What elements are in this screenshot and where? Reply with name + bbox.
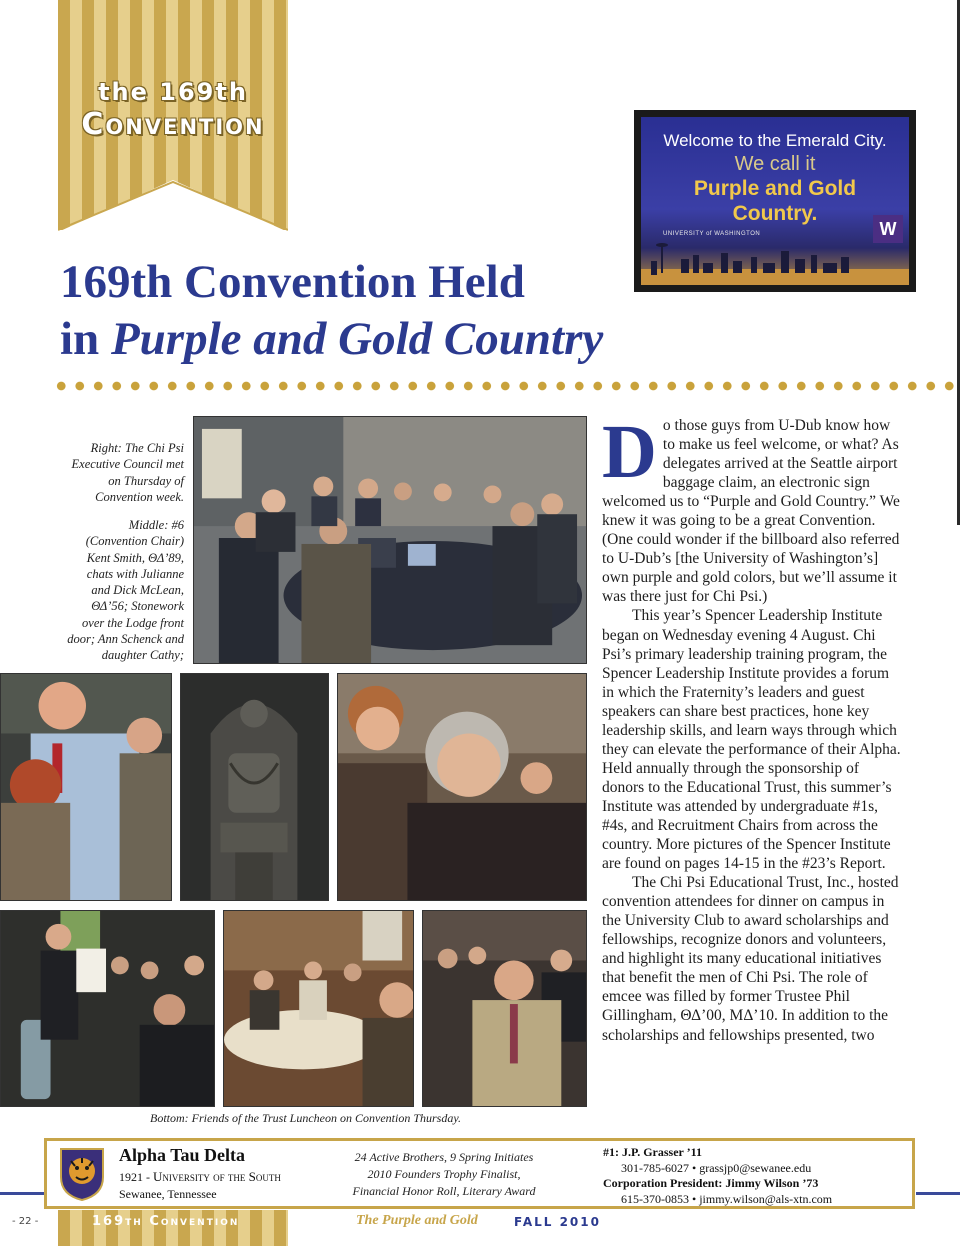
luncheon-photo-2 (223, 910, 414, 1107)
luncheon-photo-3 (422, 910, 587, 1107)
caption-middle: Middle: #6 (Convention Chair) Kent Smith, ΘΔ’89, chats with Julianne and Dick McLean, ΘΔ’56; Stonework over the Lodge front door; Ann Schenck and daughter Cathy; (67, 518, 184, 663)
headline-line2 (60, 311, 680, 368)
article-body (602, 410, 902, 1045)
banner-title-line2: Convention (81, 106, 265, 142)
billboard-call-text: We call it (734, 153, 816, 175)
drop-cap: D (602, 410, 657, 494)
billboard-welcome-text: Welcome to the Emerald City. (663, 131, 887, 150)
billboard-purple-gold-text: Purple and Gold (693, 177, 857, 200)
chapter-founding (119, 1169, 281, 1185)
page-number: - 22 - (12, 1216, 39, 1227)
article-paragraph-1-text: o those guys from U-Dub know how to make us feel welcome, or what? As delegates arrived at the Seattle airport baggage claim, an electronic sign welcomed us to “Purple and Gold Country.” We knew it was going to be a great Convention. (One could wonder if the billboard also referred to U-Dub’s [the University of Washington’s] own purple and gold colors, but we’ll assume it was there just for Chi Psi.) (602, 417, 900, 606)
billboard-screen (641, 117, 909, 285)
billboard-country-text: Country. (732, 202, 818, 225)
footer-issue: FALL 2010 (514, 1215, 601, 1229)
seattle-skyline-image (641, 235, 909, 285)
uw-logo: W (873, 215, 903, 243)
contact-2-role: Corporation President: Jimmy Wilson ’73 (603, 1176, 819, 1190)
dotted-divider (52, 380, 960, 392)
executive-council-photo (193, 416, 587, 664)
chapter-info-box (44, 1138, 915, 1209)
kent-smith-photo (0, 673, 172, 901)
chapter-location: Sewanee, Tennessee (119, 1187, 217, 1201)
caption-bottom: Bottom: Friends of the Trust Luncheon on Convention Thursday. (150, 1111, 461, 1125)
banner-notch-shape (58, 180, 288, 232)
contact-1-info: 301-785-6027 • grassjp0@sewanee.edu (621, 1160, 812, 1175)
headline-line2-prefix: in (60, 313, 111, 365)
caption-right: Right: The Chi Psi Executive Council met on Thursday of Convention week. (71, 441, 184, 504)
chapter-school: University of the South (153, 1169, 281, 1184)
article-paragraph-2: This year’s Spencer Leadership Institute began on Wednesday evening 4 August. Chi Psi’s primary leadership training program, the Spencer Leadership Institute provides a forum in which the Fraternity’s leaders and guest speakers can share best practices, hone key leadership skills, and learn ways through which they can elevate the performance of their Alpha. Held annually through the sponsorship of donors to the Educational Trust, this summer’s Institute was attended by undergraduate #1s, #4s, and Recruitment Chairs from across the country. More pictures of the Spencer Institute are found on pages 14-15 in the #23’s Report. (602, 607, 901, 873)
chapter-awards (339, 1149, 549, 1200)
footer-section-name: 169th Convention (92, 1214, 240, 1229)
luncheon-photo-1 (0, 910, 215, 1107)
footer-rule-left (0, 1192, 44, 1195)
contact-1-role: #1: J.P. Grasser ’11 (603, 1145, 702, 1159)
footer-magazine-title: The Purple and Gold (356, 1213, 478, 1228)
headline-line2-emphasis: Purple and Gold Country (110, 313, 604, 365)
contact-2-info: 615-370-0853 • jimmy.wilson@als-xtn.com (621, 1191, 833, 1206)
article-paragraph-3: The Chi Psi Educational Trust, Inc., hosted convention attendees for dinner on campus in the University Club to award scholarships and fellowships, recognize donors and volunteers, and highlight its many educational initiatives that benefit the men of Chi Psi. The role of emcee was filled by former Trustee Phil Gillingham, ΘΔ’00, MΔ’10. In addition to the scholarships and fellowships presented, two (602, 874, 899, 1044)
headline-line1: 169th Convention Held (60, 256, 525, 308)
chapter-contacts (603, 1145, 903, 1207)
ann-schenck-photo (337, 673, 587, 901)
stonework-photo (180, 673, 329, 901)
chapter-year: 1921 - (119, 1170, 153, 1184)
article-headline (60, 254, 680, 368)
banner-title (58, 78, 288, 143)
chapter-award-line2: 2010 Founders Trophy Finalist, (367, 1167, 521, 1181)
tiger-crest-icon (57, 1147, 107, 1201)
chapter-award-line1: 24 Active Brothers, 9 Spring Initiates (354, 1150, 534, 1164)
chapter-name: Alpha Tau Delta (119, 1145, 246, 1165)
article-paragraph-1 (602, 410, 902, 606)
footer-rule-right (916, 1192, 960, 1195)
billboard-university-text: UNIVERSITY of WASHINGTON (663, 231, 761, 237)
chapter-award-line3: Financial Honor Roll, Literary Award (352, 1184, 536, 1198)
banner-title-line1: the 169th (98, 78, 248, 106)
